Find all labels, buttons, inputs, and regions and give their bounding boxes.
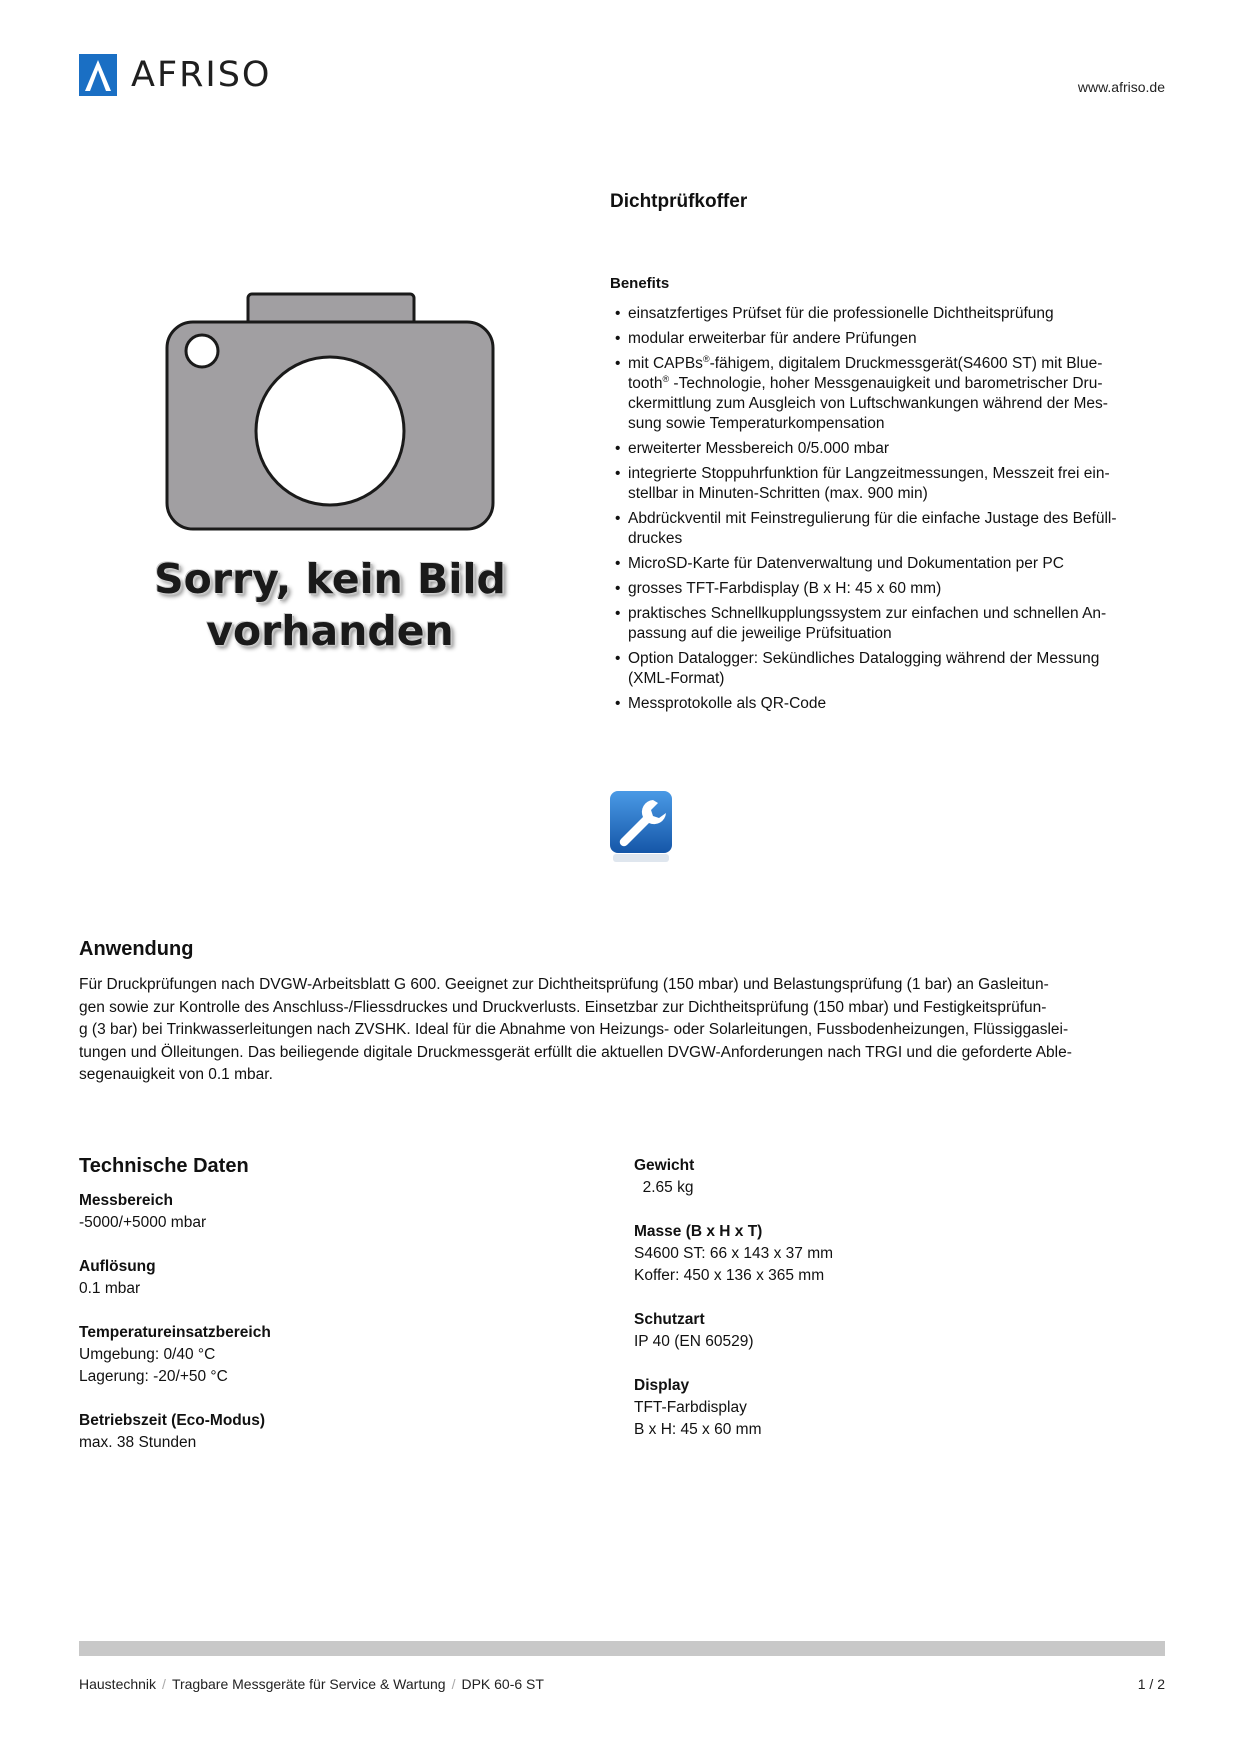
brand-name: AFRISO — [131, 55, 272, 95]
breadcrumb-item[interactable]: Tragbare Messgeräte für Service & Wartung — [171, 1676, 446, 1692]
spec-schutzart: Schutzart IP 40 (EN 60529) — [634, 1311, 754, 1350]
no-image-line2: vorhanden — [206, 607, 454, 655]
anwendung-heading: Anwendung — [79, 938, 194, 960]
afriso-logo-icon — [79, 54, 117, 96]
list-item: • integrierte Stoppuhrfunktion für Langzeitmessungen, Messzeit frei ein- stellbar in Minuten-Schritten (max. 900 min) — [610, 464, 1165, 504]
anwendung-section — [79, 938, 1167, 1087]
spec-betriebszeit: Betriebszeit (Eco-Modus) max. 38 Stunden — [79, 1412, 266, 1451]
product-image-placeholder — [150, 288, 510, 658]
spec-masse: Masse (B x H x T) S4600 ST: 66 x 143 x 37 mm Koffer: 450 x 136 x 365 mm — [634, 1223, 834, 1284]
wrench-icon — [609, 790, 673, 865]
no-image-line1: Sorry, kein Bild — [154, 555, 506, 603]
product-title: Dichtprüfkoffer — [610, 191, 748, 212]
list-item: • modular erweiterbar für andere Prüfungen — [610, 329, 1165, 349]
no-image-text — [150, 553, 510, 657]
list-item: • praktisches Schnellkupplungssystem zur einfachen und schnellen An- passung auf die jeweilige Prüfsituation — [610, 604, 1165, 644]
list-item: • erweiterter Messbereich 0/5.000 mbar — [610, 439, 1165, 459]
list-item: • Messprotokolle als QR-Code — [610, 694, 1165, 714]
benefits-heading: Benefits — [610, 275, 670, 292]
technische-daten-heading: Technische Daten — [79, 1155, 249, 1177]
spec-messbereich: Messbereich -5000/+5000 mbar — [79, 1192, 207, 1231]
spec-temperatur: Temperatureinsatzbereich Umgebung: 0/40 °C Lagerung: -20/+50 °C — [79, 1324, 271, 1385]
brand-logo — [79, 54, 271, 96]
footer-divider — [79, 1641, 1165, 1656]
website-link[interactable]: www.afriso.de — [1077, 79, 1165, 95]
benefits-section — [610, 275, 1165, 719]
list-item: • grosses TFT-Farbdisplay (B x H: 45 x 60 mm) — [610, 579, 1165, 599]
list-item: • Option Datalogger: Sekündliches Datalogging während der Messung (XML-Format) — [610, 649, 1165, 689]
list-item: • mit CAPBs®-fähigem, digitalem Druckmessgerät(S4600 ST) mit Blue- tooth® -Technologie, hoher Messgenauigkeit und barometrischer Dru- ckermittlung zum Ausgleich von Luftschwankungen während der Mes- sung sowie Temperaturkompensation — [610, 354, 1165, 434]
list-item: • Abdrückventil mit Feinstregulierung für die einfache Justage des Befüll- druckes — [610, 509, 1165, 549]
spec-column-right — [634, 1155, 1134, 1463]
anwendung-text: Für Druckprüfungen nach DVGW-Arbeitsblatt G 600. Geeignet zur Dichtheitsprüfung (150 mbar) und Belastungsprüfung (1 bar) an Gasleitun- gen sowie zur Kontrolle des Anschluss-/Fliessdruckes und Druckverlusts. Einsetzbar zur Dichtheitsprüfung (150 mbar) und Festigkeitsprüfun- g (3 bar) bei Trinkwasserleitungen nach ZVSHK. Ideal für die Abnahme von Heizungs- oder Solarleitungen, Fussbodenheizungen, Flüssiggaslei- tungen und Ölleitungen. Das beiliegende digitale Druckmessgerät erfüllt die aktuellen DVGW-Anforderungen nach TRGI und die geforderte Able- segenauigkeit von 0.1 mbar. — [79, 976, 1072, 1083]
list-item: • einsatzfertiges Prüfset für die professionelle Dichtheitsprüfung — [610, 304, 1165, 324]
spec-aufloesung: Auflösung 0.1 mbar — [79, 1258, 156, 1297]
spec-display: Display TFT-Farbdisplay B x H: 45 x 60 mm — [634, 1377, 762, 1438]
spec-gewicht: Gewicht 2.65 kg — [634, 1157, 695, 1196]
breadcrumb-item[interactable]: Haustechnik — [79, 1676, 157, 1692]
breadcrumb: Haustechnik / Tragbare Messgeräte für Service & Wartung / DPK 60-6 ST — [79, 1676, 544, 1692]
camera-icon — [165, 288, 495, 533]
list-item: • MicroSD-Karte für Datenverwaltung und Dokumentation per PC — [610, 554, 1165, 574]
page-number: 1 / 2 — [1137, 1676, 1165, 1692]
footer — [79, 1676, 1165, 1692]
breadcrumb-item[interactable]: DPK 60-6 ST — [461, 1676, 544, 1692]
benefits-list — [610, 304, 1165, 714]
spec-column-left — [79, 1190, 579, 1476]
